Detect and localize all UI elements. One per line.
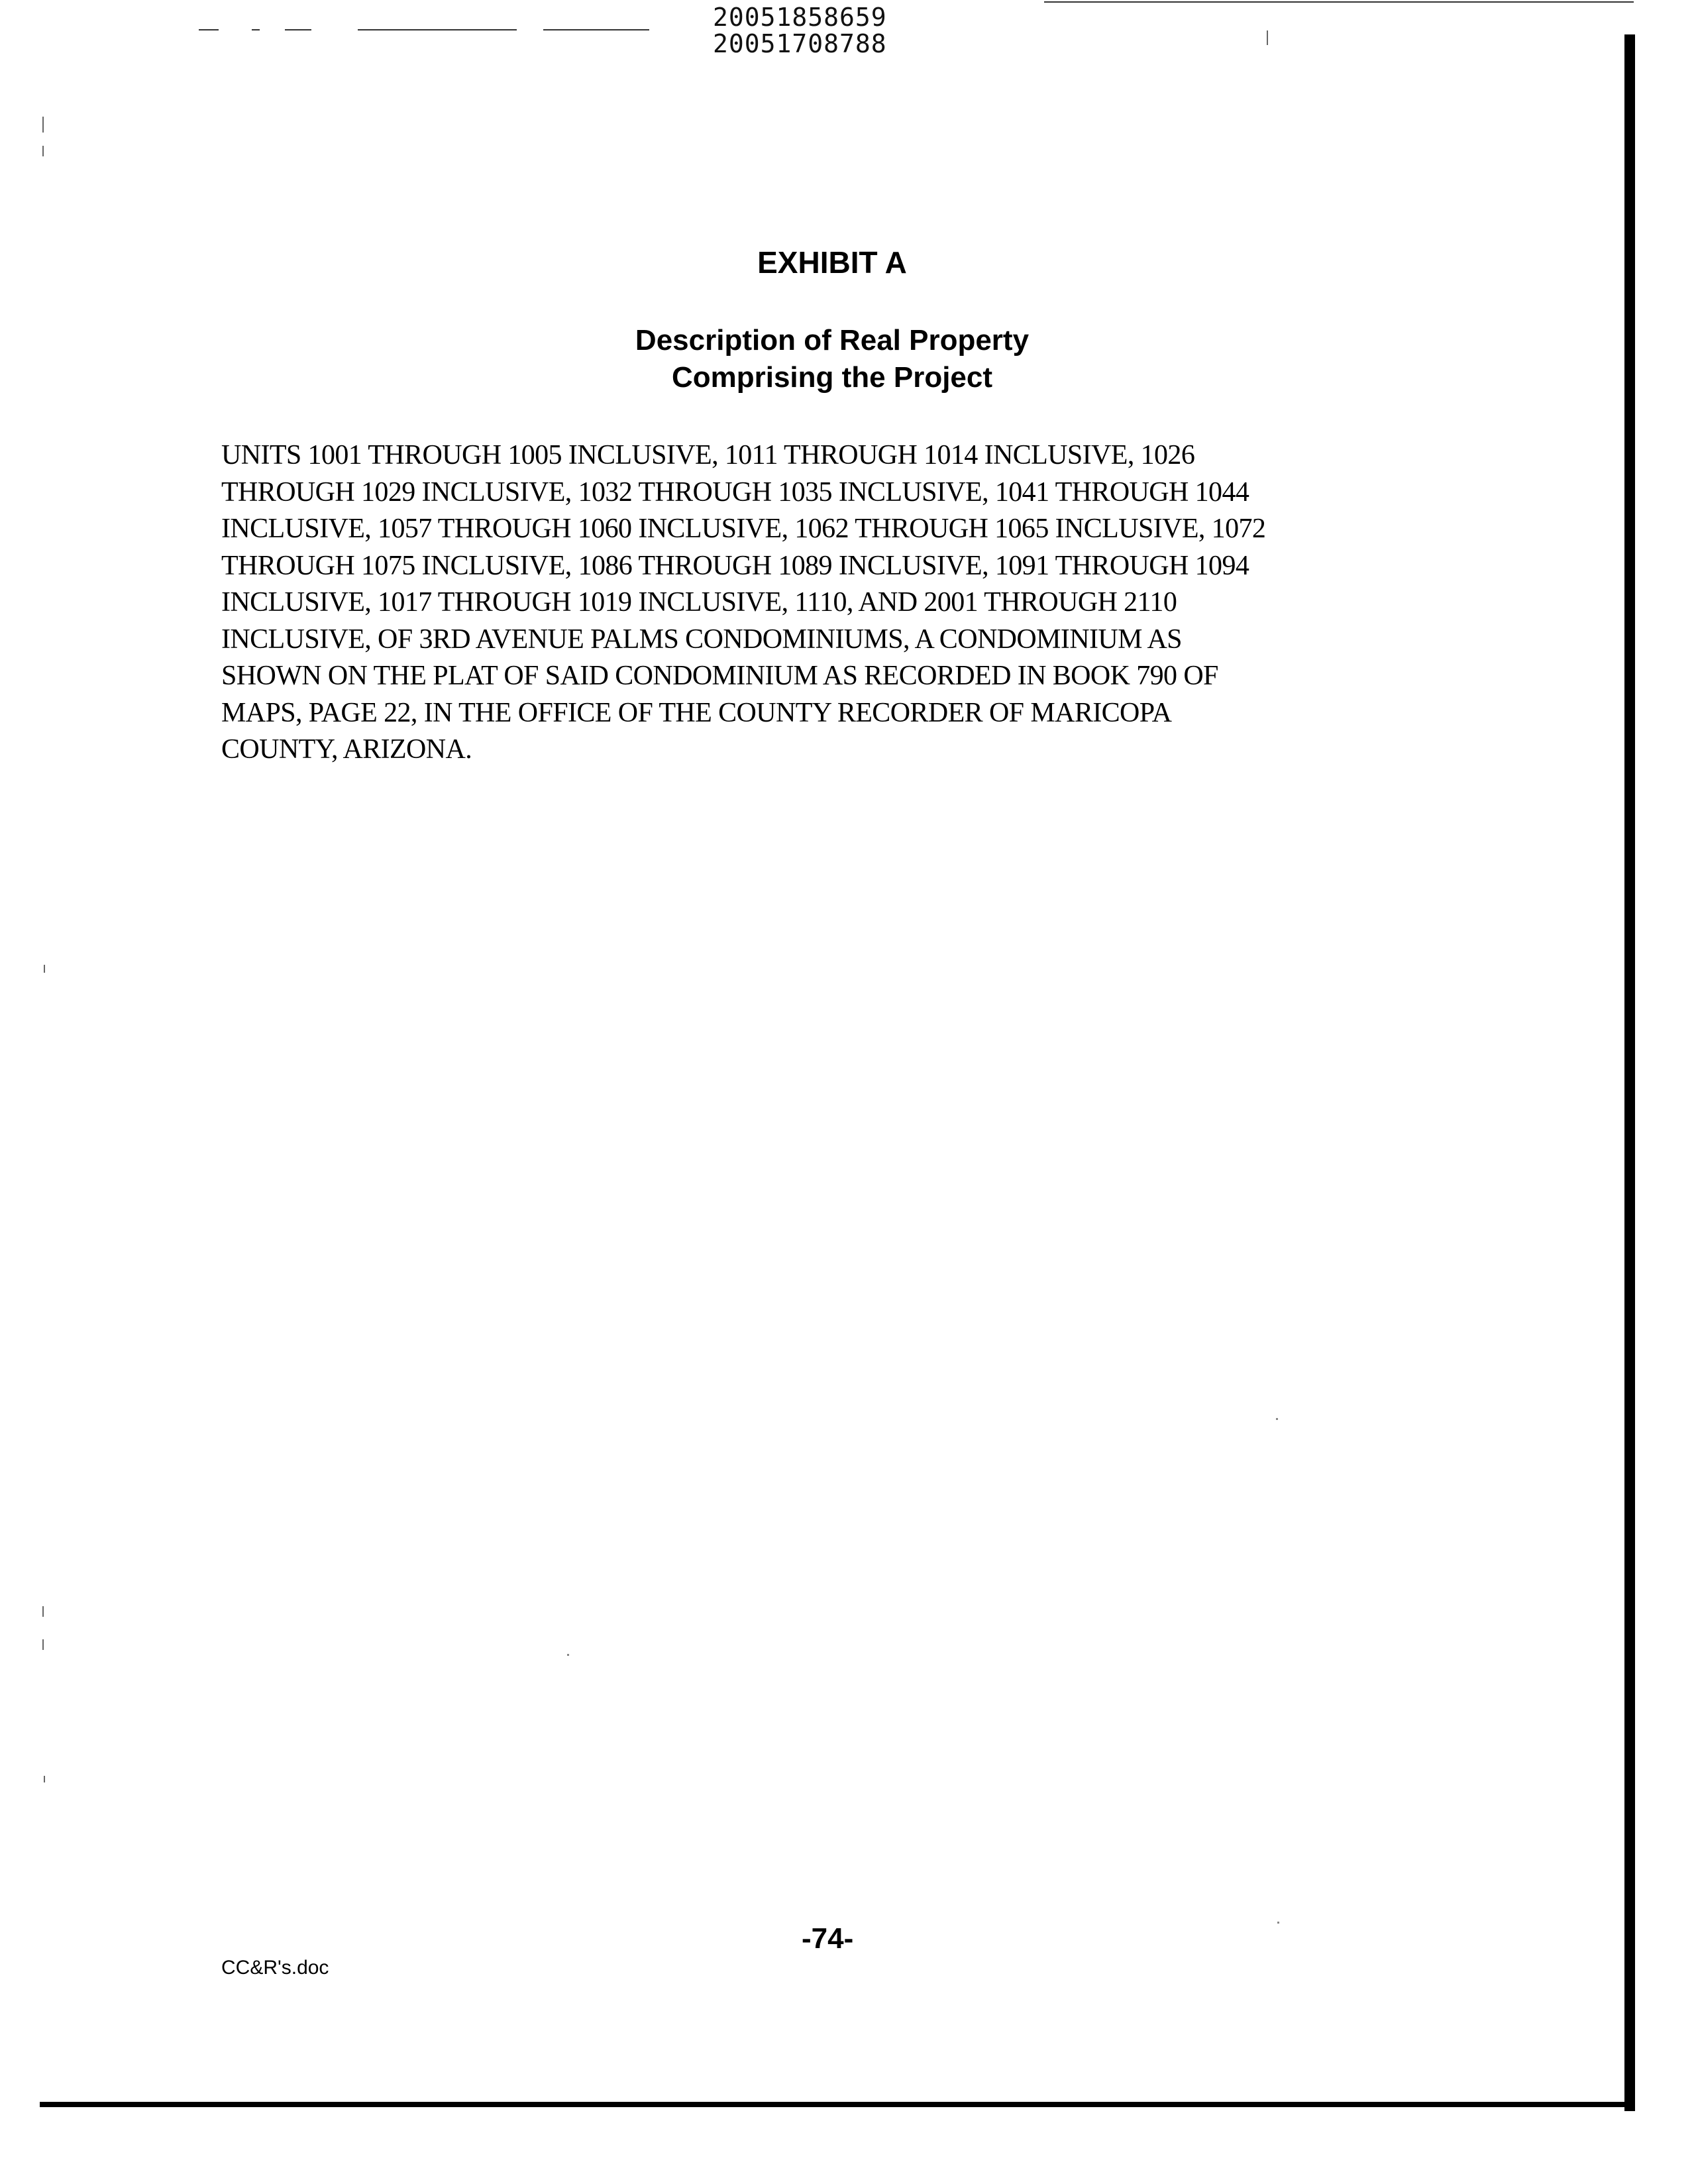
exhibit-subtitle-line: Comprising the Project xyxy=(671,361,993,394)
legal-description-line: COUNTY, ARIZONA. xyxy=(221,734,472,765)
footer-file-name: CC&R's.doc xyxy=(221,1957,329,1979)
scan-artifact-mark xyxy=(1267,30,1268,45)
scan-artifact-line xyxy=(1044,1,1634,3)
legal-description-line: INCLUSIVE, 1017 THROUGH 1019 INCLUSIVE, 1110, AND 2001 THROUGH 2110 xyxy=(221,587,1177,618)
legal-description-line: UNITS 1001 THROUGH 1005 INCLUSIVE, 1011 THROUGH 1014 INCLUSIVE, 1026 xyxy=(221,440,1195,470)
scan-artifact-line xyxy=(543,29,649,30)
scan-artifact-dot xyxy=(1276,1418,1278,1420)
legal-description-line: THROUGH 1029 INCLUSIVE, 1032 THROUGH 1035 INCLUSIVE, 1041 THROUGH 1044 xyxy=(221,476,1249,508)
legal-description xyxy=(221,437,1480,769)
legal-description-line: SHOWN ON THE PLAT OF SAID CONDOMINIUM AS RECORDED IN BOOK 790 OF xyxy=(221,661,1218,691)
page-number: -74- xyxy=(802,1922,854,1955)
scan-artifact-line xyxy=(199,29,219,30)
scan-artifact-line xyxy=(358,29,517,30)
scan-frame-bottom-edge xyxy=(40,2102,1635,2107)
scan-artifact-mark xyxy=(44,965,45,973)
exhibit-title: EXHIBIT A xyxy=(757,245,907,280)
scan-artifact-dot xyxy=(1277,1922,1279,1924)
legal-description-line: THROUGH 1075 INCLUSIVE, 1086 THROUGH 1089 INCLUSIVE, 1091 THROUGH 1094 xyxy=(221,550,1249,581)
scan-artifact-line xyxy=(285,29,311,30)
scan-artifact-mark xyxy=(42,146,44,156)
scan-artifact-mark xyxy=(42,117,44,133)
scan-artifact-mark xyxy=(42,1639,44,1650)
legal-description-line: MAPS, PAGE 22, IN THE OFFICE OF THE COUNTY RECORDER OF MARICOPA xyxy=(221,697,1172,728)
scan-artifact-line xyxy=(252,29,260,30)
legal-description-line: INCLUSIVE, 1057 THROUGH 1060 INCLUSIVE, 1062 THROUGH 1065 INCLUSIVE, 1072 xyxy=(221,514,1266,544)
scan-artifact-mark xyxy=(44,1776,45,1782)
scan-artifact-dot xyxy=(567,1654,569,1656)
legal-description-line: INCLUSIVE, OF 3RD AVENUE PALMS CONDOMINIUMS, A CONDOMINIUM AS xyxy=(221,624,1182,655)
exhibit-subtitle-line: Description of Real Property xyxy=(635,324,1030,356)
recording-number-primary: 20051858659 xyxy=(713,3,887,32)
scan-artifact-mark xyxy=(42,1606,44,1617)
recording-number-secondary: 20051708788 xyxy=(713,29,887,58)
